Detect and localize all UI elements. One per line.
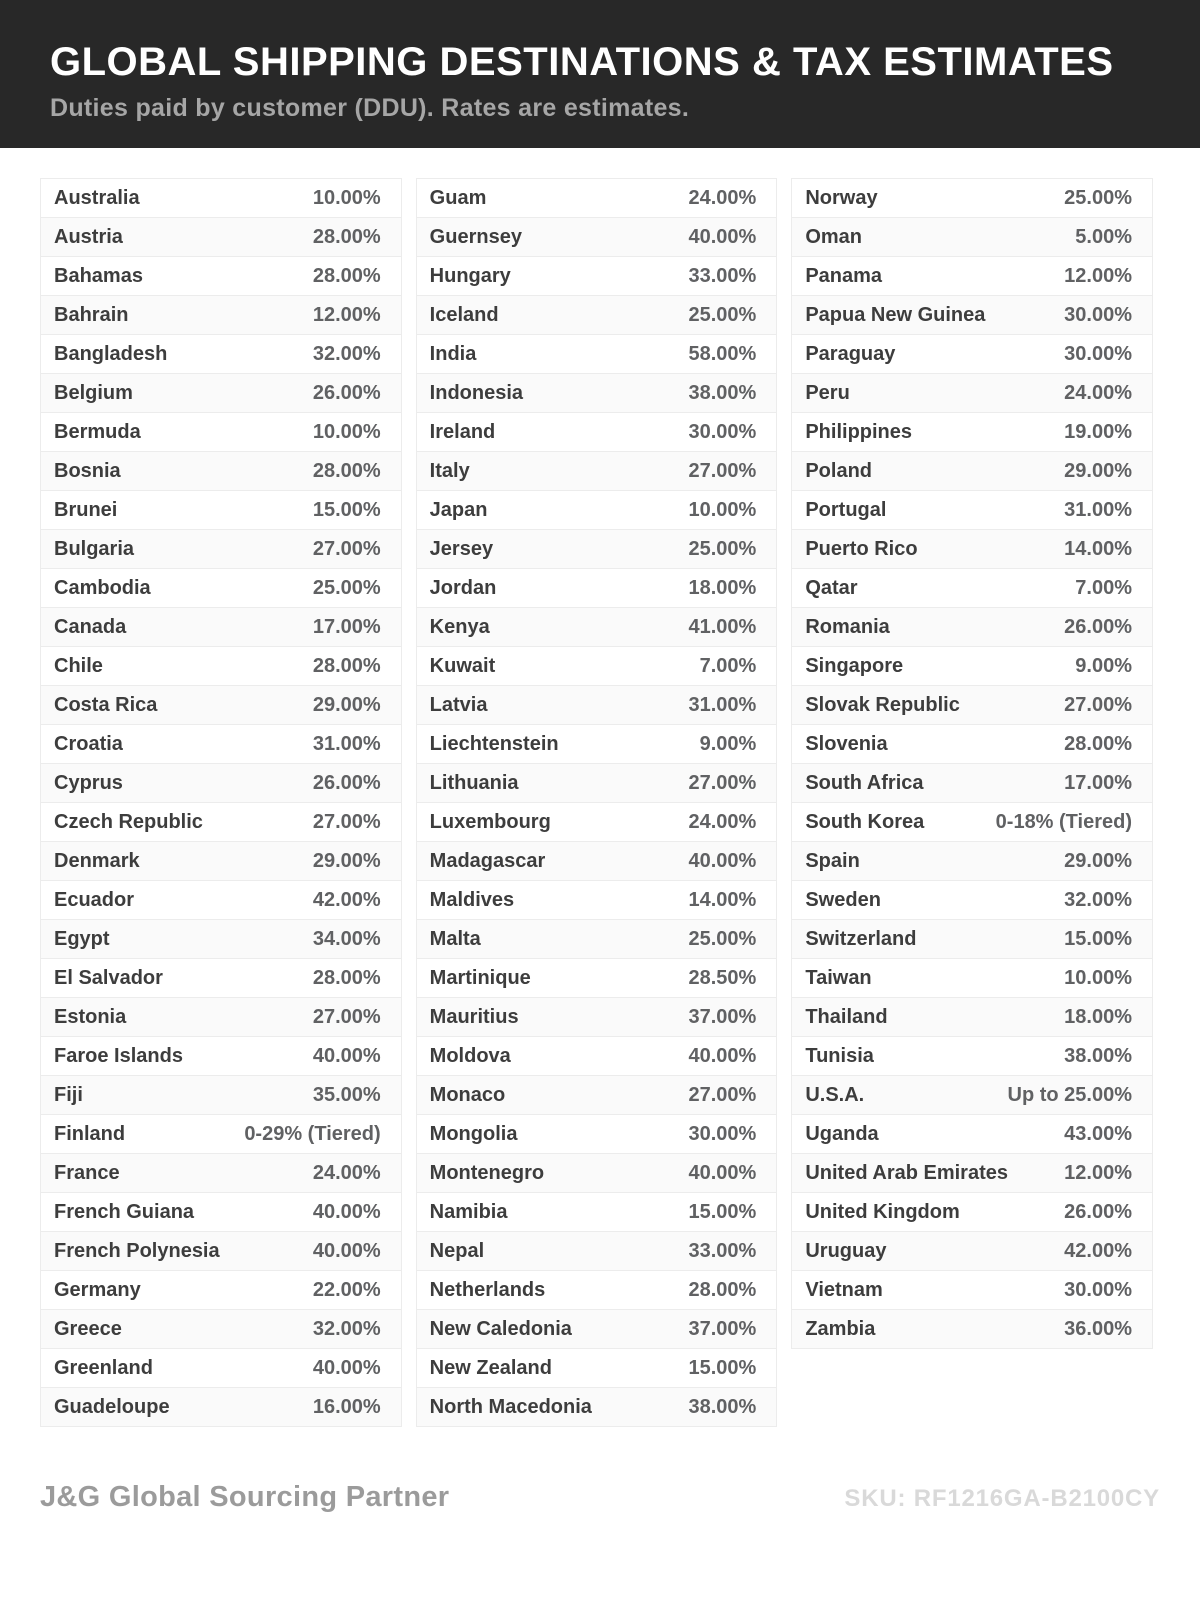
tax-rate: 31.00% [312,732,381,755]
table-row [792,1271,1152,1310]
tax-rate: 22.00% [312,1278,381,1301]
tax-rate: 37.00% [688,1005,757,1028]
tax-rate: 26.00% [312,381,381,404]
country-name: Peru [805,381,850,404]
table-row [41,374,401,413]
country-name: Jersey [429,537,494,560]
table-row [41,686,401,725]
table-row [41,296,401,335]
country-name: Iceland [429,303,499,326]
tax-rate: 12.00% [312,303,381,326]
table-row [417,218,777,257]
table-row [417,725,777,764]
table-row [792,998,1152,1037]
country-name: Bosnia [54,459,121,482]
country-name: Bermuda [54,420,141,443]
tax-rate: Up to 25.00% [1007,1083,1133,1106]
country-name: Zambia [805,1317,876,1340]
country-name: Ecuador [54,888,135,911]
tax-rate: 27.00% [1064,693,1133,716]
country-name: North Macedonia [429,1395,592,1418]
table-row [792,608,1152,647]
country-name: French Guiana [54,1200,195,1223]
table-row [417,1310,777,1349]
tax-rate: 40.00% [688,1044,757,1067]
table-row [41,1232,401,1271]
country-name: Mauritius [429,1005,519,1028]
table-row [792,491,1152,530]
country-name: Greenland [54,1356,153,1379]
country-name: Slovenia [805,732,888,755]
table-row [41,491,401,530]
country-name: Cambodia [54,576,151,599]
country-name: Singapore [805,654,904,677]
table-row [41,1076,401,1115]
country-name: Kuwait [429,654,496,677]
brand-name: J&G Global Sourcing Partner [40,1481,450,1513]
table-row [417,959,777,998]
tax-rate: 27.00% [688,459,757,482]
country-name: Nepal [429,1239,485,1262]
tax-rate: 40.00% [312,1200,381,1223]
country-name: United Kingdom [805,1200,960,1223]
tax-rate: 15.00% [688,1356,757,1379]
table-row [41,803,401,842]
tax-rate: 38.00% [1064,1044,1133,1067]
tax-rate: 28.00% [688,1278,757,1301]
table-row [417,764,777,803]
country-name: Guadeloupe [54,1395,170,1418]
tax-rate: 24.00% [688,810,757,833]
country-name: Cyprus [54,771,123,794]
country-name: Lithuania [429,771,519,794]
country-name: Bulgaria [54,537,135,560]
tax-rate: 31.00% [1064,498,1133,521]
country-name: India [429,342,477,365]
header-band [0,0,1200,148]
country-name: Moldova [429,1044,511,1067]
table-row [792,413,1152,452]
table-row [41,452,401,491]
country-name: Guam [429,186,487,209]
table-row [417,803,777,842]
country-name: Egypt [54,927,110,950]
country-name: Vietnam [805,1278,883,1301]
country-name: Greece [54,1317,122,1340]
tax-rate: 19.00% [1064,420,1133,443]
country-name: Bangladesh [54,342,168,365]
table-row [417,686,777,725]
country-name: Martinique [429,966,531,989]
country-name: Estonia [54,1005,127,1028]
table-row [792,959,1152,998]
table-row [792,920,1152,959]
country-name: Maldives [429,888,515,911]
country-name: Bahamas [54,264,143,287]
country-name: Czech Republic [54,810,203,833]
country-name: Guernsey [429,225,522,248]
country-name: U.S.A. [805,1083,865,1106]
tax-rate: 33.00% [688,264,757,287]
country-name: Fiji [54,1083,83,1106]
table-row [417,452,777,491]
tax-rate: 27.00% [312,537,381,560]
table-row [41,569,401,608]
table-row [417,920,777,959]
tax-rate: 42.00% [1064,1239,1133,1262]
table-row [41,920,401,959]
tax-rate: 33.00% [688,1239,757,1262]
table-row [792,842,1152,881]
tax-rate: 27.00% [688,771,757,794]
table-row [417,569,777,608]
tax-rate: 38.00% [688,1395,757,1418]
table-row [41,881,401,920]
country-name: Austria [54,225,123,248]
country-name: Croatia [54,732,123,755]
country-name: Denmark [54,849,140,872]
country-name: South Korea [805,810,925,833]
tax-rate: 34.00% [312,927,381,950]
table-row [41,1193,401,1232]
tax-rate: 25.00% [688,303,757,326]
country-name: Poland [805,459,873,482]
tax-rate: 15.00% [1064,927,1133,950]
country-name: Sweden [805,888,881,911]
tax-rate: 16.00% [312,1395,381,1418]
table-row [417,179,777,218]
country-name: Latvia [429,693,488,716]
rates-column-1 [40,178,402,1427]
table-row [792,335,1152,374]
tax-rate: 32.00% [312,1317,381,1340]
table-row [792,569,1152,608]
country-name: Montenegro [429,1161,545,1184]
tax-rate: 7.00% [699,654,757,677]
country-name: Taiwan [805,966,872,989]
table-row [792,179,1152,218]
tax-rate: 40.00% [688,1161,757,1184]
country-name: Belgium [54,381,133,404]
tax-rate: 35.00% [312,1083,381,1106]
tax-rate: 0-29% (Tiered) [244,1122,381,1145]
table-row [792,1310,1152,1349]
tax-rate: 36.00% [1064,1317,1133,1340]
tax-rate: 10.00% [312,420,381,443]
table-row [417,1193,777,1232]
tax-rate: 40.00% [312,1239,381,1262]
tax-rate: 25.00% [1064,186,1133,209]
table-row [417,530,777,569]
country-name: Spain [805,849,860,872]
table-row [41,764,401,803]
tax-rate: 29.00% [1064,849,1133,872]
tax-rate: 40.00% [688,225,757,248]
country-name: Uganda [805,1122,879,1145]
table-row [792,686,1152,725]
tax-rate: 12.00% [1064,264,1133,287]
tax-rate: 27.00% [312,1005,381,1028]
tax-rate: 28.00% [1064,732,1133,755]
tax-rate: 10.00% [688,498,757,521]
tax-rate: 32.00% [1064,888,1133,911]
tax-rate: 28.50% [688,966,757,989]
table-row [792,218,1152,257]
table-row [41,1271,401,1310]
country-name: France [54,1161,120,1184]
rates-column-3 [791,178,1153,1349]
table-row [792,296,1152,335]
tax-rate: 38.00% [688,381,757,404]
tax-rate: 26.00% [1064,1200,1133,1223]
tax-rate: 15.00% [688,1200,757,1223]
table-row [792,1037,1152,1076]
country-name: El Salvador [54,966,163,989]
country-name: Switzerland [805,927,917,950]
tax-rate: 25.00% [312,576,381,599]
tax-rate: 29.00% [1064,459,1133,482]
table-row [792,725,1152,764]
table-row [792,647,1152,686]
table-row [41,1115,401,1154]
table-row [41,998,401,1037]
table-row [417,998,777,1037]
country-name: Qatar [805,576,858,599]
tax-rate: 24.00% [688,186,757,209]
country-name: Namibia [429,1200,508,1223]
table-row [41,1349,401,1388]
sku-label: SKU: RF1216GA-B2100CY [844,1485,1160,1512]
country-name: Finland [54,1122,126,1145]
table-row [417,1037,777,1076]
country-name: Liechtenstein [429,732,559,755]
tax-rate: 24.00% [1064,381,1133,404]
tax-rate: 5.00% [1075,225,1133,248]
country-name: New Zealand [429,1356,552,1379]
tax-rate: 24.00% [312,1161,381,1184]
table-row [417,335,777,374]
tax-rate: 26.00% [312,771,381,794]
tax-rate: 40.00% [688,849,757,872]
country-name: Indonesia [429,381,524,404]
country-name: Kenya [429,615,490,638]
table-row [41,335,401,374]
tax-rate: 28.00% [312,225,381,248]
tax-rate: 28.00% [312,966,381,989]
table-row [417,374,777,413]
tax-rate: 43.00% [1064,1122,1133,1145]
tax-rate: 30.00% [688,420,757,443]
tax-rate: 30.00% [688,1122,757,1145]
tax-rate: 30.00% [1064,1278,1133,1301]
table-row [417,881,777,920]
table-row [41,647,401,686]
tax-rate: 25.00% [688,927,757,950]
page-subtitle: Duties paid by customer (DDU). Rates are estimates. [50,94,690,122]
country-name: Hungary [429,264,511,287]
table-row [41,1037,401,1076]
tax-rate: 37.00% [688,1317,757,1340]
country-name: Mongolia [429,1122,518,1145]
tax-rate: 12.00% [1064,1161,1133,1184]
country-name: Ireland [429,420,496,443]
table-row [417,647,777,686]
country-name: Bahrain [54,303,129,326]
country-name: Papua New Guinea [805,303,986,326]
tax-rate: 30.00% [1064,303,1133,326]
rates-column-2 [416,178,778,1427]
country-name: Paraguay [805,342,896,365]
tax-rate: 28.00% [312,654,381,677]
country-name: Uruguay [805,1239,887,1262]
country-name: Costa Rica [54,693,158,716]
tax-rate: 31.00% [688,693,757,716]
tax-rate: 10.00% [1064,966,1133,989]
tax-rate: 26.00% [1064,615,1133,638]
tax-rate: 27.00% [688,1083,757,1106]
table-row [792,257,1152,296]
table-row [41,257,401,296]
country-name: Netherlands [429,1278,546,1301]
country-name: Chile [54,654,103,677]
country-name: Tunisia [805,1044,874,1067]
table-row [792,1193,1152,1232]
tax-rate: 40.00% [312,1044,381,1067]
table-row [41,725,401,764]
table-row [41,1154,401,1193]
tax-rate: 42.00% [312,888,381,911]
table-row [417,413,777,452]
tax-rate: 28.00% [312,459,381,482]
table-row [792,452,1152,491]
table-row [41,218,401,257]
table-row [41,842,401,881]
tax-rate: 58.00% [688,342,757,365]
table-row [41,608,401,647]
tax-rate: 10.00% [312,186,381,209]
tax-rate: 29.00% [312,693,381,716]
table-row [41,959,401,998]
table-row [417,296,777,335]
table-row [417,1349,777,1388]
tax-rate: 18.00% [688,576,757,599]
table-row [41,1310,401,1349]
table-row [417,608,777,647]
country-name: Italy [429,459,470,482]
country-name: New Caledonia [429,1317,572,1340]
country-name: Oman [805,225,863,248]
country-name: Philippines [805,420,913,443]
country-name: Luxembourg [429,810,551,833]
table-row [417,1076,777,1115]
table-row [417,1115,777,1154]
rates-table [40,178,1153,1427]
country-name: Canada [54,615,127,638]
country-name: Malta [429,927,481,950]
table-row [792,374,1152,413]
table-row [417,1271,777,1310]
country-name: South Africa [805,771,924,794]
country-name: Slovak Republic [805,693,960,716]
country-name: Jordan [429,576,497,599]
table-row [417,257,777,296]
country-name: Madagascar [429,849,546,872]
tax-rate: 14.00% [1064,537,1133,560]
tax-rate: 18.00% [1064,1005,1133,1028]
tax-rate: 9.00% [1075,654,1133,677]
table-row [417,1154,777,1193]
tax-rate: 17.00% [1064,771,1133,794]
country-name: Japan [429,498,488,521]
country-name: Brunei [54,498,118,521]
tax-rate: 28.00% [312,264,381,287]
country-name: Puerto Rico [805,537,918,560]
table-row [41,179,401,218]
table-row [792,530,1152,569]
table-row [792,1232,1152,1271]
tax-rate: 14.00% [688,888,757,911]
table-row [792,764,1152,803]
country-name: Thailand [805,1005,888,1028]
tax-rate: 41.00% [688,615,757,638]
country-name: Romania [805,615,890,638]
country-name: Germany [54,1278,141,1301]
table-row [792,1154,1152,1193]
country-name: Faroe Islands [54,1044,183,1067]
table-row [417,491,777,530]
country-name: French Polynesia [54,1239,220,1262]
table-row [792,1076,1152,1115]
tax-rate: 9.00% [699,732,757,755]
table-row [792,803,1152,842]
page-title: GLOBAL SHIPPING DESTINATIONS & TAX ESTIMATES [50,40,1114,84]
country-name: Portugal [805,498,887,521]
tax-rate: 0-18% (Tiered) [995,810,1133,833]
table-row [417,842,777,881]
table-row [417,1232,777,1271]
tax-rate: 40.00% [312,1356,381,1379]
table-row [792,1115,1152,1154]
country-name: Norway [805,186,878,209]
tax-rate: 29.00% [312,849,381,872]
country-name: Australia [54,186,140,209]
tax-rate: 30.00% [1064,342,1133,365]
tax-rate: 25.00% [688,537,757,560]
table-row [792,881,1152,920]
country-name: Panama [805,264,883,287]
tax-rate: 27.00% [312,810,381,833]
table-row [417,1388,777,1427]
table-row [41,1388,401,1427]
country-name: United Arab Emirates [805,1161,1008,1184]
table-row [41,530,401,569]
tax-rate: 7.00% [1075,576,1133,599]
tax-rate: 17.00% [312,615,381,638]
table-row [41,413,401,452]
country-name: Monaco [429,1083,506,1106]
tax-rate: 15.00% [312,498,381,521]
tax-rate: 32.00% [312,342,381,365]
footer [40,1481,1160,1514]
